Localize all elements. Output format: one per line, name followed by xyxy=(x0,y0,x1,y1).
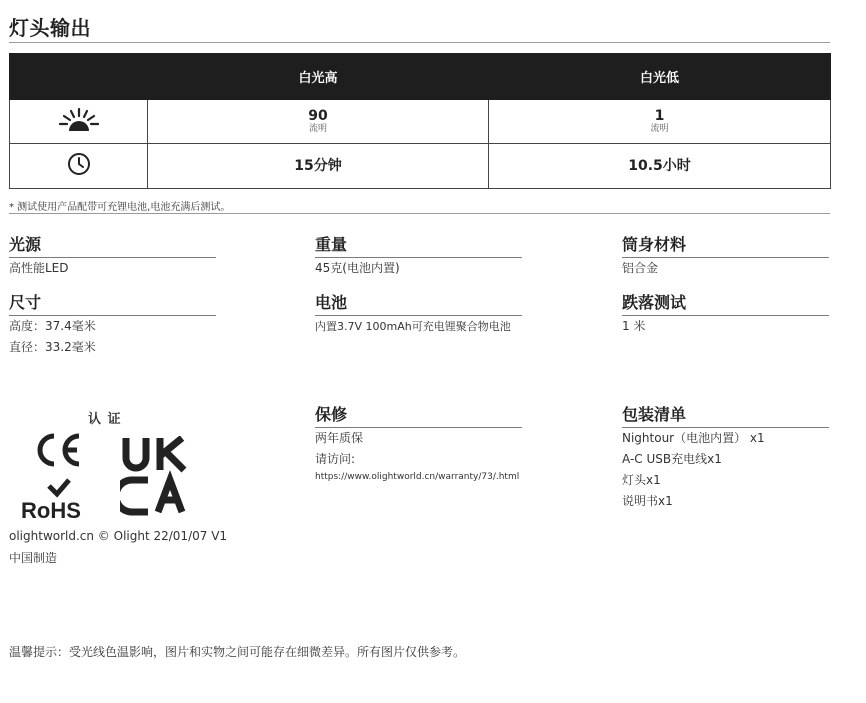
spec-value: 高性能LED xyxy=(9,261,69,275)
spec-light-source xyxy=(9,235,216,279)
table-header-row xyxy=(10,54,831,100)
spec-title: 包装清单 xyxy=(622,405,687,424)
output-table xyxy=(9,53,831,189)
runtime-low-cell xyxy=(489,144,831,189)
package-item: 灯头x1 xyxy=(622,473,661,487)
lumen-low-unit: 流明 xyxy=(650,123,669,134)
spec-drop-test xyxy=(622,293,829,337)
package-item: Nightour（电池内置） x1 xyxy=(622,431,765,445)
lumen-low-cell xyxy=(489,100,831,144)
spec-value: 请访问: xyxy=(315,452,356,466)
spec-title: 保修 xyxy=(315,405,348,424)
spec-battery xyxy=(315,293,522,337)
ce-logo-icon xyxy=(32,430,84,474)
spec-value: 高度：37.4毫米 xyxy=(9,319,96,333)
header-white-high: 白光高 xyxy=(148,54,489,100)
spec-weight xyxy=(315,235,522,279)
lumen-high-value: 90 xyxy=(308,107,328,124)
lumen-low-value: 1 xyxy=(654,107,665,124)
title-divider xyxy=(9,42,830,43)
svg-text:RoHS: RoHS xyxy=(21,498,81,522)
spec-title: 跌落测试 xyxy=(622,293,687,312)
light-burst-icon xyxy=(10,100,148,144)
spec-size xyxy=(9,293,216,358)
spec-body-material xyxy=(622,235,829,279)
spec-title: 筒身材料 xyxy=(622,235,687,254)
spec-value: 两年质保 xyxy=(315,431,364,445)
page-title: 灯头输出 xyxy=(9,16,91,40)
spec-value: 直径：33.2毫米 xyxy=(9,340,96,354)
note-divider xyxy=(9,213,830,214)
warranty-link[interactable]: https://www.olightworld.cn/warranty/73/.html xyxy=(315,472,520,482)
package-item: A-C USB充电线x1 xyxy=(622,452,722,466)
runtime-high-value: 15分钟 xyxy=(294,157,342,174)
package-item: 说明书x1 xyxy=(622,494,673,508)
runtime-high-cell xyxy=(148,144,489,189)
spec-value: 45克(电池内置) xyxy=(315,261,400,275)
clock-icon xyxy=(10,144,148,189)
spec-title: 光源 xyxy=(9,235,42,254)
header-white-low: 白光低 xyxy=(489,54,831,100)
runtime-low-value: 10.5小时 xyxy=(628,157,691,174)
spec-title: 重量 xyxy=(315,235,348,254)
lumen-high-unit: 流明 xyxy=(308,123,327,134)
spec-title: 电池 xyxy=(315,293,348,312)
made-in: 中国制造 xyxy=(9,551,58,565)
spec-value: 内置3.7V 100mAh可充电锂聚合物电池 xyxy=(315,320,511,333)
spec-value: 铝合金 xyxy=(622,261,659,275)
table-row-runtime xyxy=(10,144,831,189)
spec-title: 尺寸 xyxy=(9,293,42,312)
spec-package xyxy=(622,405,829,512)
test-note: * 测试使用产品配带可充锂电池,电池充满后测试。 xyxy=(9,202,231,213)
table-row-lumens xyxy=(10,100,831,144)
certification-title: 认 证 xyxy=(88,412,122,427)
lumen-high-cell xyxy=(148,100,489,144)
header-empty xyxy=(10,54,148,100)
spec-value: 1 米 xyxy=(622,319,646,333)
disclaimer-tip: 温馨提示：受光线色温影响，图片和实物之间可能存在细微差异。所有图片仅供参考。 xyxy=(9,645,466,659)
copyright: olightworld.cn © Olight 22/01/07 V1 xyxy=(9,529,228,543)
rohs-logo-icon xyxy=(19,476,99,526)
spec-warranty xyxy=(315,405,522,484)
ukca-logo-icon xyxy=(120,436,190,520)
